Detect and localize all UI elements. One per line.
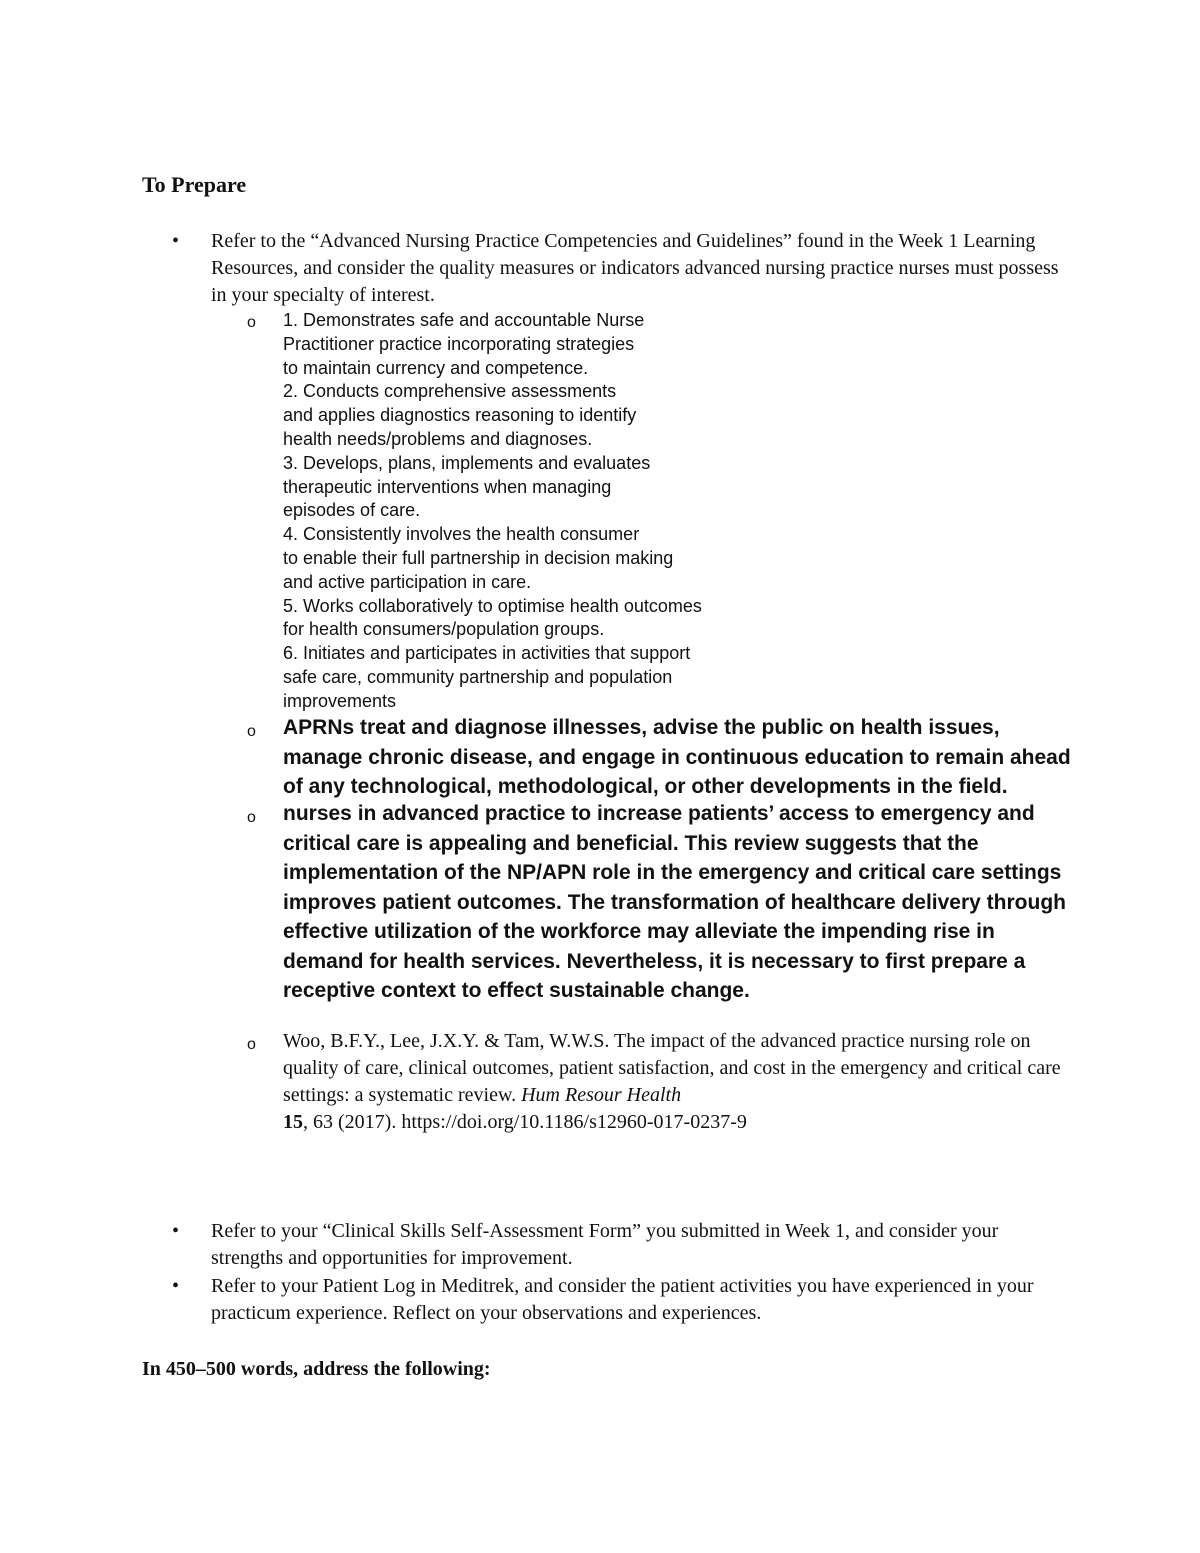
competency-line: to maintain currency and competence. [283, 357, 589, 378]
aprn-paragraph: APRNs treat and diagnose illnesses, advise the public on health issues, manage chronic disease, and engage in continuous education to remain ahead of any technological, methodological, or other developments in the field. [283, 716, 1071, 798]
reference-journal: Hum Resour Health [521, 1084, 682, 1106]
bullet-patient-log-text: Refer to your Patient Log in Meditrek, and consider the patient activities you have experienced in your practicum experience. Reflect on your observations and experiences. [211, 1275, 1034, 1324]
bullet-marker: • [172, 230, 180, 252]
bullet-self-assessment-text: Refer to your “Clinical Skills Self-Assessment Form” you submitted in Week 1, and consider your strengths and opportunities for improvement. [211, 1220, 999, 1269]
competency-line: therapeutic interventions when managing [283, 476, 612, 497]
reference-volume: 15 [283, 1111, 303, 1133]
sub-bullet-marker: o [247, 809, 256, 826]
bullet-marker: • [172, 1275, 180, 1297]
competency-line: 4. Consistently involves the health consumer [283, 524, 640, 545]
competency-line: 5. Works collaboratively to optimise health outcomes [283, 595, 702, 616]
review-paragraph: nurses in advanced practice to increase patients’ access to emergency and critical care is appealing and beneficial. This review suggests that the implementation of the NP/APN role in the emergency and critical care settings improves patient outcomes. The transformation of healthcare delivery through effective utilization of the workforce may alleviate the impending rise in demand for health services. Nevertheless, it is necessary to first prepare a receptive context to effect sustainable change. [283, 802, 1066, 1002]
competency-line: to enable their full partnership in decision making [283, 547, 674, 568]
competency-line: 1. Demonstrates safe and accountable Nurse [283, 310, 645, 330]
reference-citation [283, 1028, 1073, 1136]
section-heading: To Prepare [142, 172, 247, 197]
sub-bullet-marker: o [247, 1036, 256, 1053]
reference-text: Woo, B.F.Y., Lee, J.X.Y. & Tam, W.W.S. The impact of the advanced practice nursing role on quality of care, clinical outcomes, patient satisfaction, and cost in the emergency and critical care settings: a systematic review. [283, 1030, 1061, 1106]
bullet-marker: • [172, 1220, 180, 1242]
competency-line: improvements [283, 690, 397, 711]
reference-tail: , 63 (2017). https://doi.org/10.1186/s12960-017-0237-9 [303, 1111, 747, 1133]
competency-line: episodes of care. [283, 500, 421, 521]
competency-line: 3. Develops, plans, implements and evaluates [283, 452, 651, 473]
sub-bullet-marker: o [247, 723, 256, 740]
bullet-resources-text: Refer to the “Advanced Nursing Practice Competencies and Guidelines” found in the Week 1 Learning Resources, and consider the quality measures or indicators advanced nursing practice nurses must possess in your specialty of interest. [211, 230, 1059, 306]
word-count-prompt: In 450–500 words, address the following: [142, 1358, 491, 1380]
competency-line: Practitioner practice incorporating strategies [283, 333, 635, 354]
competencies-list [283, 309, 843, 714]
sub-bullet-marker: o [247, 314, 256, 331]
competency-line: safe care, community partnership and population [283, 666, 673, 687]
competency-line: and active participation in care. [283, 571, 532, 592]
competency-line: 6. Initiates and participates in activities that support [283, 643, 691, 664]
competency-line: health needs/problems and diagnoses. [283, 428, 593, 449]
competency-line: for health consumers/population groups. [283, 619, 605, 640]
competency-line: and applies diagnostics reasoning to identify [283, 405, 637, 426]
competency-line: 2. Conducts comprehensive assessments [283, 381, 617, 402]
